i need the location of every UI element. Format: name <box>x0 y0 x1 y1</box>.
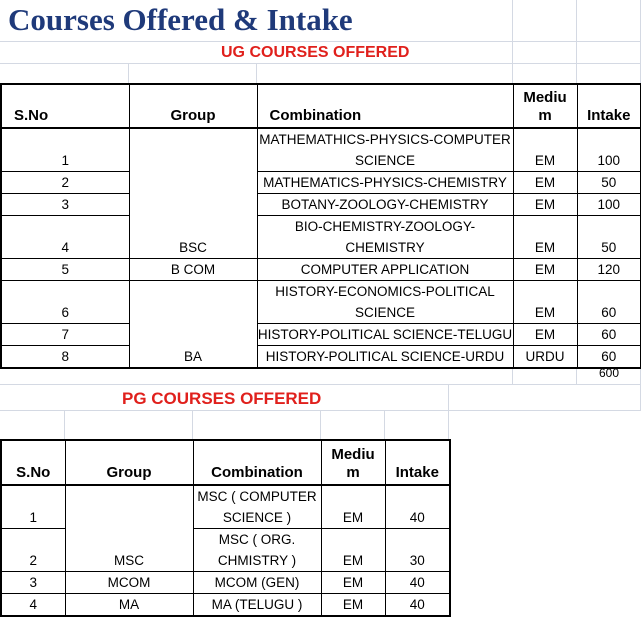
col-header-intake: Intake <box>385 440 450 485</box>
combination-cell: BIO-CHEMISTRY-ZOOLOGY- CHEMISTRY <box>257 216 513 259</box>
medium-cell: EM <box>513 281 577 324</box>
col-header-combination: Combination <box>257 84 513 128</box>
intake-cell: 50 <box>577 216 641 259</box>
col-header-combination: Combination <box>193 440 321 485</box>
pg-courses-table <box>0 439 451 617</box>
intake-cell: 60 <box>577 324 641 346</box>
sno-cell: 2 <box>1 529 65 572</box>
table-row <box>1 346 641 369</box>
table-header-row <box>1 440 450 485</box>
sno-cell: 6 <box>1 281 129 324</box>
combination-cell: COMPUTER APPLICATION <box>257 259 513 281</box>
table-row <box>1 259 641 281</box>
intake-cell: 30 <box>385 529 450 572</box>
intake-cell: 100 <box>577 128 641 172</box>
medium-cell: EM <box>513 128 577 172</box>
medium-cell: EM <box>321 572 385 594</box>
group-cell: MA <box>65 594 193 617</box>
col-header-group: Group <box>65 440 193 485</box>
table-row <box>1 194 641 216</box>
intake-cell: 50 <box>577 172 641 194</box>
col-header-group: Group <box>129 84 257 128</box>
ug-total-intake: 600 <box>598 366 620 380</box>
sno-cell: 8 <box>1 346 129 369</box>
medium-cell: EM <box>513 194 577 216</box>
combination-cell: MA (TELUGU ) <box>193 594 321 617</box>
group-cell: BA <box>129 281 257 369</box>
medium-cell: EM <box>513 324 577 346</box>
sno-cell: 5 <box>1 259 129 281</box>
medium-cell: EM <box>513 216 577 259</box>
pg-heading: PG COURSES OFFERED <box>122 389 322 408</box>
combination-cell: MSC ( COMPUTER SCIENCE ) <box>193 485 321 529</box>
sno-cell: 3 <box>1 572 65 594</box>
group-cell: BSC <box>129 128 257 259</box>
intake-cell: 40 <box>385 594 450 617</box>
intake-cell: 60 <box>577 346 641 369</box>
sno-cell: 3 <box>1 194 129 216</box>
intake-cell: 40 <box>385 485 450 529</box>
sno-cell: 1 <box>1 128 129 172</box>
combination-cell: HISTORY-POLITICAL SCIENCE-URDU <box>257 346 513 369</box>
intake-cell: 100 <box>577 194 641 216</box>
medium-cell: EM <box>321 594 385 617</box>
intake-cell: 40 <box>385 572 450 594</box>
col-header-sno: S.No <box>1 84 129 128</box>
combination-cell: MATHEMATHICS-PHYSICS-COMPUTER SCIENCE <box>257 128 513 172</box>
table-row <box>1 485 450 529</box>
medium-cell: EM <box>513 259 577 281</box>
group-cell: B COM <box>129 259 257 281</box>
sno-cell: 4 <box>1 216 129 259</box>
sno-cell: 4 <box>1 594 65 617</box>
group-cell: MCOM <box>65 572 193 594</box>
col-header-medium: Mediu m <box>513 84 577 128</box>
medium-cell: URDU <box>513 346 577 369</box>
combination-cell: MCOM (GEN) <box>193 572 321 594</box>
ug-heading: UG COURSES OFFERED <box>221 44 410 61</box>
col-header-medium: Mediu m <box>321 440 385 485</box>
table-row <box>1 324 641 346</box>
medium-cell: EM <box>321 485 385 529</box>
ug-courses-table <box>0 83 641 369</box>
intake-cell: 120 <box>577 259 641 281</box>
col-header-intake: Intake <box>577 84 641 128</box>
sno-cell: 2 <box>1 172 129 194</box>
table-row <box>1 216 641 259</box>
table-row <box>1 128 641 172</box>
combination-cell: BOTANY-ZOOLOGY-CHEMISTRY <box>257 194 513 216</box>
sno-cell: 7 <box>1 324 129 346</box>
intake-cell: 60 <box>577 281 641 324</box>
medium-cell: EM <box>513 172 577 194</box>
page-title: Courses Offered & Intake <box>8 2 353 37</box>
sno-cell: 1 <box>1 485 65 529</box>
table-header-row <box>1 84 641 128</box>
combination-cell: HISTORY-ECONOMICS-POLITICAL SCIENCE <box>257 281 513 324</box>
group-cell: MSC <box>65 485 193 572</box>
combination-cell: MATHEMATICS-PHYSICS-CHEMISTRY <box>257 172 513 194</box>
col-header-sno: S.No <box>1 440 65 485</box>
table-row <box>1 281 641 324</box>
table-row <box>1 572 450 594</box>
medium-cell: EM <box>321 529 385 572</box>
combination-cell: HISTORY-POLITICAL SCIENCE-TELUGU <box>257 324 513 346</box>
combination-cell: MSC ( ORG. CHMISTRY ) <box>193 529 321 572</box>
table-row <box>1 172 641 194</box>
